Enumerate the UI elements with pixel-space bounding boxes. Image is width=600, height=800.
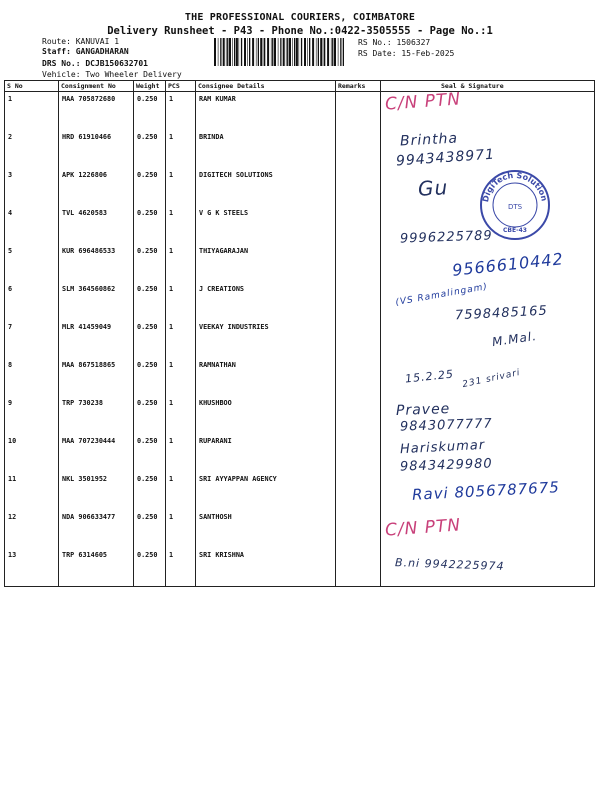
cell-pcs: 1 <box>166 396 196 434</box>
cell-pcs: 1 <box>166 92 196 131</box>
table-header-row <box>5 81 595 92</box>
seal-bottom-text: CBE-43 <box>503 227 527 234</box>
cell-consignment: TRP 730238 <box>59 396 134 434</box>
cell-sno: 2 <box>5 130 59 168</box>
vehicle: Vehicle: Two Wheeler Delivery <box>42 70 182 79</box>
col-remarks: Remarks <box>336 81 381 92</box>
cell-remarks <box>336 206 381 244</box>
cell-pcs: 1 <box>166 130 196 168</box>
cell-weight: 0.250 <box>134 510 166 548</box>
col-sno: S No <box>5 81 59 92</box>
phone-row-6: 7598485165 <box>454 303 549 324</box>
cell-remarks <box>336 320 381 358</box>
col-consignee: Consignee Details <box>196 81 336 92</box>
signature-row-1: C/N PTN <box>384 89 462 115</box>
phone-row-2: 9943438971 <box>395 146 496 170</box>
cell-sno: 10 <box>5 434 59 472</box>
barcode <box>214 38 344 66</box>
phone-row-5: 9566610442 <box>451 249 565 280</box>
cell-consignee: J CREATIONS <box>196 282 336 320</box>
cell-weight: 0.250 <box>134 282 166 320</box>
cell-weight: 0.250 <box>134 548 166 587</box>
cell-consignment: TVL 4620583 <box>59 206 134 244</box>
cell-pcs: 1 <box>166 282 196 320</box>
cell-remarks <box>336 510 381 548</box>
cell-remarks <box>336 168 381 206</box>
cell-pcs: 1 <box>166 510 196 548</box>
cell-weight: 0.250 <box>134 396 166 434</box>
cell-weight: 0.250 <box>134 244 166 282</box>
cell-pcs: 1 <box>166 472 196 510</box>
seal-arc-text: DigiTech Solution <box>481 170 549 203</box>
cell-pcs: 1 <box>166 168 196 206</box>
table-row <box>5 92 595 131</box>
cell-remarks <box>336 130 381 168</box>
seal-center-text: DTS <box>507 203 523 211</box>
cell-remarks <box>336 548 381 587</box>
signature-row-7: M.Mal. <box>491 328 538 350</box>
cell-sno: 11 <box>5 472 59 510</box>
table-row <box>5 396 595 434</box>
cell-pcs: 1 <box>166 320 196 358</box>
cell-remarks <box>336 282 381 320</box>
cell-weight: 0.250 <box>134 130 166 168</box>
svg-text:DigiTech Solution <box>481 171 549 203</box>
cell-pcs: 1 <box>166 206 196 244</box>
cell-weight: 0.250 <box>134 168 166 206</box>
cell-consignment: KUR 696486533 <box>59 244 134 282</box>
cell-weight: 0.250 <box>134 320 166 358</box>
cell-sno: 4 <box>5 206 59 244</box>
phone-row-9: 9843077777 <box>399 416 493 435</box>
cell-consignee: VEEKAY INDUSTRIES <box>196 320 336 358</box>
company-name: THE PROFESSIONAL COURIERS, COIMBATORE <box>184 12 416 23</box>
cell-consignment: SLM 364560862 <box>59 282 134 320</box>
phone-row-10: 9843429980 <box>399 456 493 475</box>
signature-row-9: Pravee <box>395 401 451 419</box>
col-pcs: PCS <box>166 81 196 92</box>
cell-remarks <box>336 358 381 396</box>
cell-consignee: RUPARANI <box>196 434 336 472</box>
staff-line <box>42 47 129 57</box>
cell-consignee: RAM KUMAR <box>196 92 336 131</box>
cell-consignment: MAA 705872680 <box>59 92 134 131</box>
signature-row-3: Gu <box>417 175 449 201</box>
route: Route: KANUVAI 1 <box>42 37 120 46</box>
signature-row-11: Ravi 8056787675 <box>411 478 561 504</box>
cell-signature <box>381 320 595 358</box>
col-signature: Seal & Signature <box>381 81 595 92</box>
cell-consignment: MAA 707230444 <box>59 434 134 472</box>
signature-row-2: Brintha <box>399 130 459 150</box>
cell-consignee: BRINDA <box>196 130 336 168</box>
signature-row-10: Hariskumar <box>399 437 486 458</box>
cell-weight: 0.250 <box>134 358 166 396</box>
cell-pcs: 1 <box>166 358 196 396</box>
cell-sno: 8 <box>5 358 59 396</box>
cell-remarks <box>336 472 381 510</box>
cell-pcs: 1 <box>166 548 196 587</box>
signature-row-12: C/N PTN <box>384 515 462 541</box>
cell-consignment: HRD 61910466 <box>59 130 134 168</box>
cell-remarks <box>336 92 381 131</box>
table-row <box>5 130 595 168</box>
cell-sno: 7 <box>5 320 59 358</box>
cell-consignment: NKL 3501952 <box>59 472 134 510</box>
signature-row-6: (VS Ramalingam) <box>394 281 489 309</box>
drs-number: DRS No.: DCJB150632701 <box>42 59 148 68</box>
cell-weight: 0.250 <box>134 92 166 131</box>
cell-sno: 1 <box>5 92 59 131</box>
col-consignment: Consignment No <box>59 81 134 92</box>
cell-pcs: 1 <box>166 434 196 472</box>
cell-consignment: TRP 6314605 <box>59 548 134 587</box>
cell-weight: 0.250 <box>134 434 166 472</box>
phone-row-4: 9996225789 <box>399 228 493 247</box>
cell-consignee: V G K STEELS <box>196 206 336 244</box>
cell-sno: 12 <box>5 510 59 548</box>
cell-consignee: DIGITECH SOLUTIONS <box>196 168 336 206</box>
cell-sno: 3 <box>5 168 59 206</box>
date-row-8: 15.2.25 <box>404 367 455 386</box>
table-row <box>5 548 595 587</box>
cell-weight: 0.250 <box>134 206 166 244</box>
cell-consignment: MAA 867518865 <box>59 358 134 396</box>
rs-date: RS Date: 15-Feb-2025 <box>358 49 455 58</box>
signature-row-13: B.ni 9942225974 <box>394 556 505 573</box>
rs-number: RS No.: 1506327 <box>358 38 431 47</box>
address-row-8: 231 srivari <box>461 367 522 391</box>
staff-label: Staff: <box>42 47 76 56</box>
cell-consignment: NDA 906633477 <box>59 510 134 548</box>
cell-consignee: SANTHOSH <box>196 510 336 548</box>
staff-name: GANGADHARAN <box>75 47 129 56</box>
cell-remarks <box>336 244 381 282</box>
cell-consignee: KHUSHBOO <box>196 396 336 434</box>
cell-consignee: SRI KRISHNA <box>196 548 336 587</box>
cell-sno: 5 <box>5 244 59 282</box>
company-seal <box>478 168 552 242</box>
cell-weight: 0.250 <box>134 472 166 510</box>
cell-remarks <box>336 396 381 434</box>
cell-consignment: MLR 41459049 <box>59 320 134 358</box>
cell-sno: 13 <box>5 548 59 587</box>
cell-pcs: 1 <box>166 244 196 282</box>
col-weight: Weight <box>134 81 166 92</box>
table-row <box>5 434 595 472</box>
cell-sno: 9 <box>5 396 59 434</box>
cell-consignee: RAMNATHAN <box>196 358 336 396</box>
cell-sno: 6 <box>5 282 59 320</box>
runsheet-title: Delivery Runsheet - P43 - Phone No.:0422-3505555 - Page No.:1 <box>107 25 493 37</box>
cell-consignee: SRI AYYAPPAN AGENCY <box>196 472 336 510</box>
table-row <box>5 510 595 548</box>
cell-remarks <box>336 434 381 472</box>
cell-consignee: THIYAGARAJAN <box>196 244 336 282</box>
cell-consignment: APK 1226806 <box>59 168 134 206</box>
